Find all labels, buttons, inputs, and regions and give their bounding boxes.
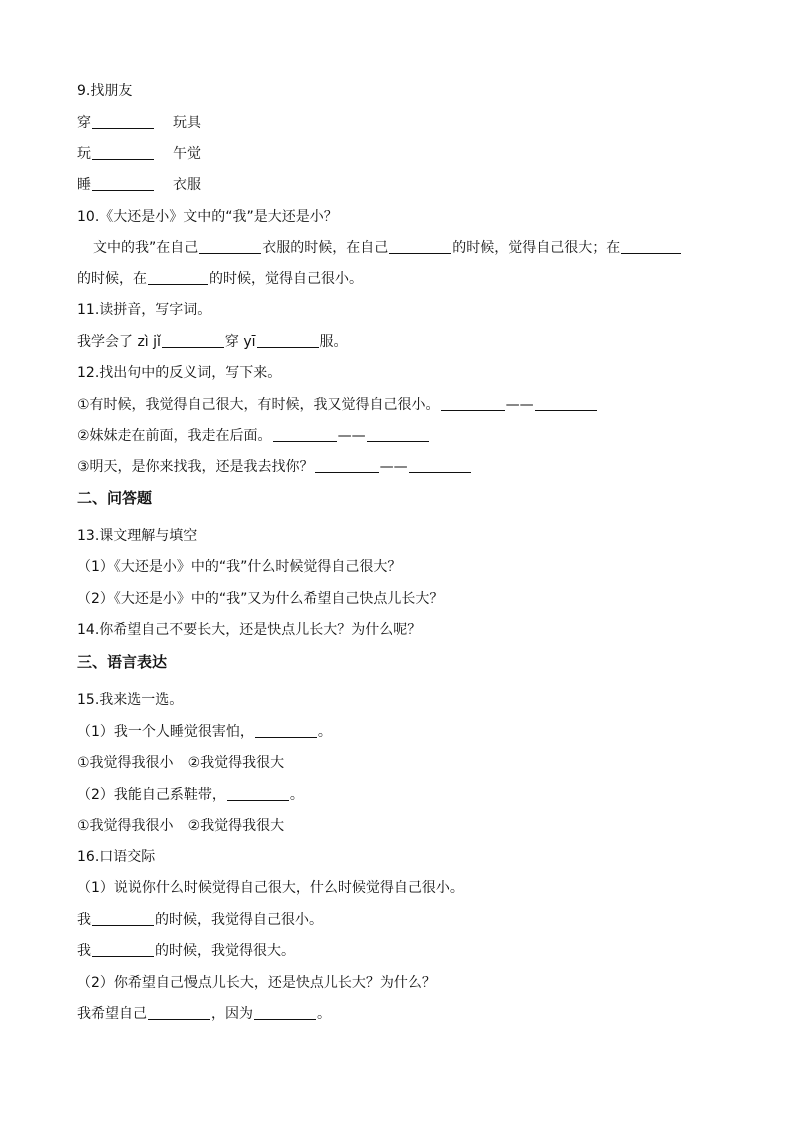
q9-row-2-blank[interactable] bbox=[92, 143, 154, 160]
q9-title bbox=[77, 80, 132, 102]
q13-title bbox=[77, 525, 197, 547]
q16-blank-3[interactable] bbox=[148, 1003, 210, 1020]
q10-l1-b: 衣服的时候，在自己 bbox=[262, 240, 389, 256]
q12-item-2-blank-a[interactable] bbox=[273, 425, 337, 442]
q15-opt-1a: ①我觉得我很小 bbox=[77, 755, 174, 771]
q12-item-1-dash: —— bbox=[505, 397, 534, 413]
q12-item-3 bbox=[77, 456, 472, 478]
q11-a: 我学会了 zì jǐ bbox=[77, 334, 161, 350]
q15-opt-2a: ①我觉得我很小 bbox=[77, 818, 174, 834]
q16-l1-a: 我 bbox=[77, 912, 91, 928]
section-2-heading bbox=[77, 487, 152, 509]
q9-row-3-char: 睡 bbox=[77, 177, 91, 193]
q10-line-1 bbox=[93, 237, 682, 259]
q16-sub-2-text: （2）你希望自己慢点儿长大，还是快点儿长大？为什么？ bbox=[77, 975, 436, 991]
q9-row-2-char: 玩 bbox=[77, 146, 91, 162]
q16-title-text: 16.口语交际 bbox=[77, 849, 156, 865]
q15-sub-1-blank[interactable] bbox=[255, 721, 317, 738]
q12-item-1-blank-a[interactable] bbox=[441, 394, 505, 411]
q12-item-3-text: ③明天，是你来找我，还是我去找你？ bbox=[77, 459, 314, 475]
q10-blank-4[interactable] bbox=[148, 268, 208, 285]
q16-blank-2[interactable] bbox=[92, 940, 154, 957]
q12-item-3-blank-b[interactable] bbox=[409, 456, 471, 473]
q9-row-2 bbox=[77, 143, 201, 165]
q11-line bbox=[77, 331, 348, 353]
q9-title-text: 9.找朋友 bbox=[77, 83, 133, 99]
q9-row-1 bbox=[77, 112, 201, 134]
q14-title bbox=[77, 619, 421, 641]
q16-l2-a: 我 bbox=[77, 943, 91, 959]
q10-l1-a: 文中的我”在自己 bbox=[93, 240, 199, 256]
q10-blank-2[interactable] bbox=[389, 237, 451, 254]
q10-title bbox=[77, 206, 338, 228]
q16-line-2 bbox=[77, 940, 295, 962]
q12-item-2 bbox=[77, 425, 430, 447]
section-3-heading bbox=[77, 651, 167, 673]
q15-title-text: 15.我来选一选。 bbox=[77, 692, 184, 708]
q12-item-3-blank-a[interactable] bbox=[315, 456, 379, 473]
q15-sub-1-end: 。 bbox=[317, 724, 332, 740]
q10-blank-1[interactable] bbox=[199, 237, 261, 254]
q15-options-1 bbox=[77, 752, 284, 774]
q10-l2-a: 的时候，在 bbox=[77, 271, 147, 287]
q13-title-text: 13.课文理解与填空 bbox=[77, 528, 198, 544]
q15-sub-2-end: 。 bbox=[289, 787, 304, 803]
q11-blank-2[interactable] bbox=[257, 331, 319, 348]
q15-sub-1 bbox=[77, 721, 332, 743]
q16-line-1 bbox=[77, 909, 323, 931]
q16-l1-b: 的时候，我觉得自己很小。 bbox=[155, 912, 323, 928]
q12-item-2-text: ②妹妹走在前面，我走在后面。 bbox=[77, 428, 272, 444]
q12-title-text: 12.找出句中的反义词，写下来。 bbox=[77, 365, 282, 381]
q16-blank-1[interactable] bbox=[92, 909, 154, 926]
q11-b: 穿 yī bbox=[224, 334, 256, 350]
q12-item-2-dash: —— bbox=[337, 428, 366, 444]
q15-sub-2 bbox=[77, 784, 304, 806]
q15-options-2 bbox=[77, 815, 284, 837]
q13-sub-2-text: （2）《大还是小》中的“我”又为什么希望自己快点儿长大？ bbox=[77, 591, 444, 607]
q15-sub-2-text: （2）我能自己系鞋带， bbox=[77, 787, 226, 803]
q12-item-3-dash: —— bbox=[379, 459, 408, 475]
q16-l3-c: 。 bbox=[317, 1006, 331, 1022]
q15-title bbox=[77, 689, 183, 711]
q15-opt-1b: ②我觉得我很大 bbox=[187, 755, 285, 771]
q13-sub-1 bbox=[77, 556, 401, 578]
q16-l3-a: 我希望自己 bbox=[77, 1006, 147, 1022]
q10-line-2 bbox=[77, 268, 363, 290]
q15-sub-2-blank[interactable] bbox=[227, 784, 289, 801]
section-2-title: 二、问答题 bbox=[77, 489, 153, 507]
q11-title-text: 11.读拼音，写字词。 bbox=[77, 302, 212, 318]
q9-row-1-blank[interactable] bbox=[92, 112, 154, 129]
q16-line-3 bbox=[77, 1003, 331, 1025]
q12-item-1-text: ①有时候，我觉得自己很大，有时候，我又觉得自己很小。 bbox=[77, 397, 440, 413]
q16-blank-4[interactable] bbox=[254, 1003, 316, 1020]
q12-item-1 bbox=[77, 394, 598, 416]
q11-title bbox=[77, 299, 211, 321]
q9-row-3 bbox=[77, 174, 201, 196]
q11-blank-1[interactable] bbox=[162, 331, 224, 348]
q16-l2-b: 的时候，我觉得很大。 bbox=[155, 943, 295, 959]
q12-item-1-blank-b[interactable] bbox=[535, 394, 597, 411]
q10-l2-b: 的时候，觉得自己很小。 bbox=[209, 271, 363, 287]
q12-item-2-blank-b[interactable] bbox=[367, 425, 429, 442]
q15-opt-2b: ②我觉得我很大 bbox=[187, 818, 285, 834]
q14-title-text: 14.你希望自己不要长大，还是快点儿长大？为什么呢？ bbox=[77, 622, 422, 638]
q9-row-3-word: 衣服 bbox=[173, 177, 201, 193]
q11-c: 服。 bbox=[319, 334, 348, 350]
q16-sub-1 bbox=[77, 877, 464, 899]
q10-blank-3[interactable] bbox=[621, 237, 681, 254]
q9-row-3-blank[interactable] bbox=[92, 174, 154, 191]
q16-sub-1-text: （1）说说你什么时候觉得自己很大，什么时候觉得自己很小。 bbox=[77, 880, 464, 896]
q10-l1-c: 的时候，觉得自己很大；在 bbox=[452, 240, 621, 256]
q15-sub-1-text: （1）我一个人睡觉很害怕， bbox=[77, 724, 254, 740]
q9-row-2-word: 午觉 bbox=[173, 146, 201, 162]
q16-title bbox=[77, 846, 155, 868]
q10-title-text: 10.《大还是小》文中的“我”是大还是小？ bbox=[77, 209, 338, 225]
q16-l3-b: ，因为 bbox=[211, 1006, 253, 1022]
q13-sub-1-text: （1）《大还是小》中的“我”什么时候觉得自己很大？ bbox=[77, 559, 402, 575]
section-3-title: 三、语言表达 bbox=[77, 653, 168, 671]
q13-sub-2 bbox=[77, 588, 443, 610]
q12-title bbox=[77, 362, 281, 384]
q16-sub-2 bbox=[77, 972, 436, 994]
q9-row-1-word: 玩具 bbox=[173, 115, 201, 131]
q9-row-1-char: 穿 bbox=[77, 115, 91, 131]
